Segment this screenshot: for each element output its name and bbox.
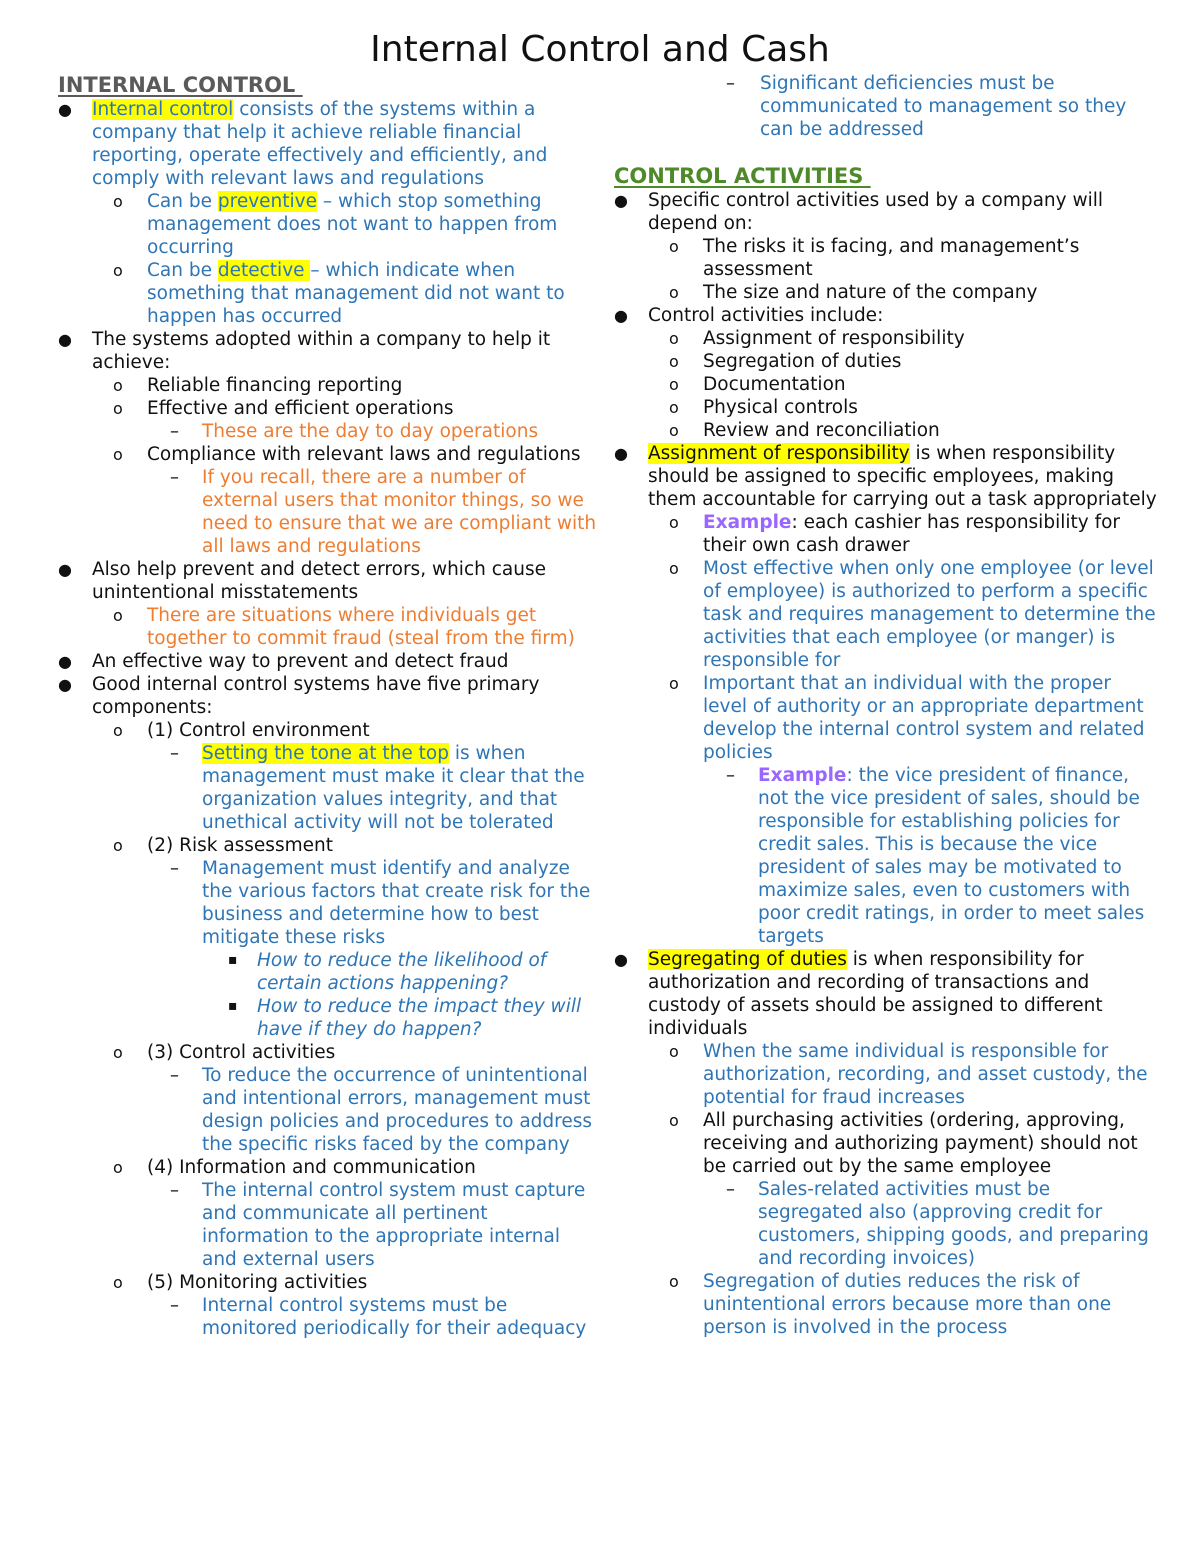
list-item: o (5) Monitoring activities (113, 1272, 368, 1293)
list-item: – Sales-related activities must be segregated also (approving credit for customers, shipping goods, and preparing and recording invoices) (726, 1179, 1149, 1269)
dash-icon: – (726, 1179, 735, 1200)
bullet-icon: o (669, 398, 679, 417)
list-item: o Segregation of duties reduces the risk of unintentional errors because more than one person is involved in the process (669, 1271, 1112, 1338)
bullet-icon: o (669, 1111, 679, 1130)
bullet-icon: o (669, 352, 679, 371)
dash-icon: – (726, 73, 735, 94)
list-item: ▪ How to reduce the impact they will have if they do happen? (228, 996, 582, 1040)
list-item: o Documentation (669, 374, 846, 395)
list-item: o (2) Risk assessment (113, 835, 333, 856)
dash-icon: – (170, 1065, 179, 1086)
list-item: o Reliable financing reporting (113, 375, 403, 396)
dash-icon: – (726, 765, 735, 786)
list-item: o (4) Information and communication (113, 1157, 476, 1178)
bullet-icon: o (113, 261, 123, 280)
dash-icon: – (170, 1295, 179, 1316)
bullet-icon: o (113, 1043, 123, 1062)
list-item: o Important that an individual with the proper level of authority or an appropriate department develop the internal control system and related policies (669, 673, 1145, 763)
bullet-icon: o (669, 329, 679, 348)
list-item: o The risks it is facing, and management’s assessment (669, 236, 1080, 280)
bullet-icon: o (669, 1272, 679, 1291)
bullet-icon: o (669, 559, 679, 578)
list-item: ● Internal control consists of the systems within a company that help it achieve reliable financial reporting, operate effectively and efficiently, and comply with relevant laws and regulations (58, 99, 548, 189)
highlight: preventive (217, 191, 317, 212)
bullet-icon: ● (58, 100, 72, 119)
bullet-icon: o (669, 674, 679, 693)
bullet-icon: o (113, 1158, 123, 1177)
bullet-icon: o (113, 836, 123, 855)
list-item: ● Good internal control systems have five primary components: (58, 674, 540, 718)
list-item: o All purchasing activities (ordering, approving, receiving and authorizing payment) should not be carried out by the same employee (669, 1110, 1138, 1177)
left-column (58, 72, 598, 1340)
list-item: o Segregation of duties (669, 351, 902, 372)
highlight: Assignment of responsibility (648, 443, 910, 464)
list-item: o Can be detective – which indicate when something that management did not want to happen has occurred (113, 260, 565, 327)
bullet-icon: o (113, 376, 123, 395)
list-item: – Setting the tone at the top is when management must make it clear that the organization values integrity, and that unethical activity will not be tolerated (170, 743, 585, 833)
bullet-icon: ● (614, 191, 628, 210)
list-item: – Internal control systems must be monitored periodically for their adequacy (170, 1295, 587, 1339)
bullet-icon: o (669, 283, 679, 302)
list-item: – The internal control system must capture and communicate all pertinent information to the appropriate internal and external users (170, 1180, 586, 1270)
bullet-icon: ● (58, 652, 72, 671)
list-item: ● Specific control activities used by a company will depend on: (614, 190, 1104, 234)
bullet-icon: ● (614, 444, 628, 463)
list-item: ● The systems adopted within a company to help it achieve: (58, 329, 551, 373)
list-item: o (3) Control activities (113, 1042, 336, 1063)
bullet-icon: o (669, 375, 679, 394)
list-item: o Assignment of responsibility (669, 328, 965, 349)
bullet-icon: o (669, 237, 679, 256)
bullet-icon: o (669, 421, 679, 440)
bullet-icon: o (113, 721, 123, 740)
list-item: ● Segregating of duties is when responsibility for authorization and recording of transactions and custody of assets should be assigned to different individuals (614, 949, 1103, 1039)
list-item: – These are the day to day operations (170, 421, 539, 442)
bullet-icon: o (113, 192, 123, 211)
list-item: ▪ How to reduce the likelihood of certain actions happening? (228, 950, 547, 994)
square-bullet-icon: ▪ (228, 952, 238, 968)
right-column (614, 72, 1159, 1339)
dash-icon: – (170, 1180, 179, 1201)
bullet-icon: o (113, 1273, 123, 1292)
example-label: Example (703, 512, 792, 533)
bullet-icon: ● (614, 306, 628, 325)
dash-icon: – (170, 467, 179, 488)
list-item: o Review and reconciliation (669, 420, 940, 441)
list-item: ● Control activities include: (614, 305, 884, 326)
page-title: Internal Control and Cash (370, 29, 830, 70)
list-item: o Can be preventive – which stop something management does not want to happen from occurring (113, 191, 558, 258)
list-item: ● Assignment of responsibility is when responsibility should be assigned to specific employees, making them accountable for carrying out a task appropriately (614, 443, 1157, 510)
bullet-icon: ● (614, 950, 628, 969)
list-item: o There are situations where individuals get together to commit fraud (steal from the firm) (113, 605, 575, 649)
list-item: o Most effective when only one employee (or level of employee) is authorized to perform a specific task and requires management to determine the activities that each employee (or manger) is responsible for (669, 558, 1156, 671)
list-item: – Significant deficiencies must be communicated to management so they can be addressed (726, 73, 1127, 140)
bullet-icon: ● (58, 330, 72, 349)
list-item: ● An effective way to prevent and detect fraud (58, 651, 509, 672)
list-item: o Physical controls (669, 397, 858, 418)
highlight: Internal control (92, 99, 234, 120)
section-heading-control-activities: CONTROL ACTIVITIES (614, 164, 871, 188)
list-item: o Example: each cashier has responsibility for their own cash drawer (669, 512, 1121, 556)
bullet-icon: ● (58, 560, 72, 579)
highlight: Segregating of duties (648, 949, 847, 970)
dash-icon: – (170, 421, 179, 442)
list-item: o When the same individual is responsible for authorization, recording, and asset custody, the potential for fraud increases (669, 1041, 1148, 1108)
bullet-icon: o (113, 399, 123, 418)
list-item: – To reduce the occurrence of unintentional and intentional errors, management must design policies and procedures to address the specific risks faced by the company (170, 1065, 593, 1155)
list-item: – Example: the vice president of finance, not the vice president of sales, should be responsible for establishing policies for credit sales. This is because the vice president of sales may be motivated to maximize sales, even to customers with poor credit ratings, in order to meet sales targets (726, 765, 1145, 947)
list-item: o Compliance with relevant laws and regulations (113, 444, 581, 465)
bullet-icon: o (669, 513, 679, 532)
bullet-icon: o (113, 606, 123, 625)
list-item: o The size and nature of the company (669, 282, 1038, 303)
dash-icon: – (170, 858, 179, 879)
bullet-icon: ● (58, 675, 72, 694)
list-item: – Management must identify and analyze the various factors that create risk for the business and determine how to best mitigate these risks (170, 858, 591, 948)
list-item: o (1) Control environment (113, 720, 370, 741)
square-bullet-icon: ▪ (228, 998, 238, 1014)
bullet-icon: o (669, 1042, 679, 1061)
highlight: Setting the tone at the top (202, 743, 449, 764)
example-label: Example (758, 765, 847, 786)
highlight: detective (217, 260, 311, 281)
bullet-icon: o (113, 445, 123, 464)
section-heading-internal-control: INTERNAL CONTROL (58, 73, 303, 97)
list-item: ● Also help prevent and detect errors, which cause unintentional misstatements (58, 559, 546, 603)
list-item: – If you recall, there are a number of external users that monitor things, so we need to ensure that we are compliant with all laws and regulations (170, 467, 597, 557)
dash-icon: – (170, 743, 179, 764)
list-item: o Effective and efficient operations (113, 398, 454, 419)
